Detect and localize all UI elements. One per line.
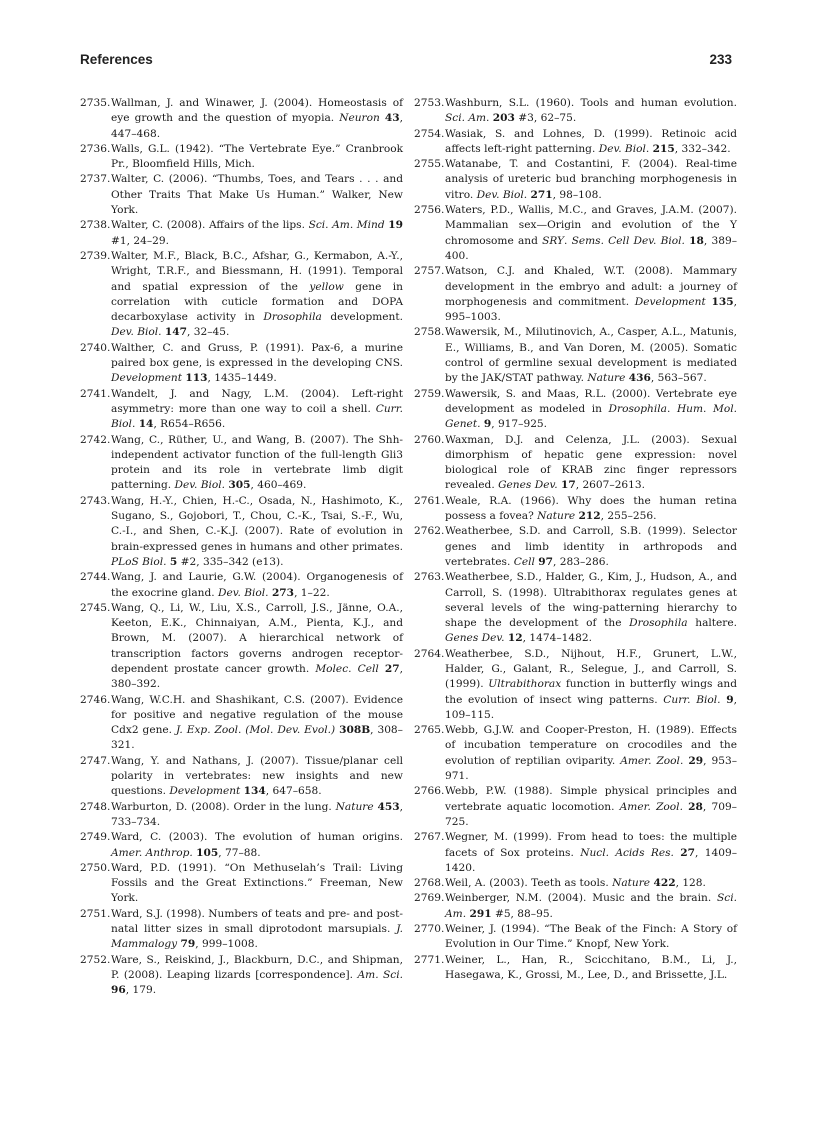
reference-entry [414,433,737,494]
reference-number: 2769. [414,892,445,905]
reference-text: Wang, J. and Laurie, G.W. (2004). Organogenesis of the exocrine gland. Dev. Biol. 273, 1–22. [111,571,403,599]
reference-number: 2759. [414,387,445,400]
reference-number: 2735. [80,97,111,109]
reference-text: Weatherbee, S.D., Nijhout, H.F., Grunert, L.W., Halder, G., Galant, R., Selegue, J., and Carroll, S. (1999). Ultrabithorax function in butterfly wings and the evolution of insect wing patterns. Curr. Biol. 9, 109–115. [445,647,737,721]
reference-text: Warburton, D. (2008). Order in the lung. Nature 453, 733–734. [111,800,403,828]
reference-entry [80,830,403,861]
reference-entry [414,494,737,525]
reference-text: Weale, R.A. (1966). Why does the human retina possess a fovea? Nature 212, 255–256. [445,494,737,523]
reference-entry [414,784,737,830]
reference-entry [80,172,403,218]
reference-number: 2745. [80,601,111,614]
reference-number: 2754. [414,127,445,140]
reference-entry [80,249,403,341]
page-number: 233 [709,52,732,67]
reference-entry [80,218,403,249]
reference-text: Washburn, S.L. (1960). Tools and human evolution. Sci. Am. 203 #3, 62–75. [445,97,737,125]
references-left-column [80,96,403,999]
reference-text: Wawersik, M., Milutinovich, A., Casper, A.L., Matunis, E., Williams, B., and Van Doren, M. (2005). Somatic control of germline sexual development is mediated by the JAK/STAT pathway. Nature 436, 563–567. [445,326,737,385]
reference-number: 2767. [414,831,445,844]
reference-number: 2739. [80,249,111,262]
references-right-column [414,96,737,983]
reference-entry [80,570,403,601]
reference-text: Weatherbee, S.D. and Carroll, S.B. (1999). Selector genes and limb identity in arthropods and vertebrates. Cell 97, 283–286. [445,525,737,568]
reference-number: 2742. [80,433,111,446]
reference-number: 2760. [414,433,445,446]
reference-text: Ware, S., Reiskind, J., Blackburn, D.C., and Shipman, P. (2008). Leaping lizards [correspondence]. Am. Sci. 96, 179. [111,953,403,997]
reference-entry [80,387,403,433]
reference-entry [414,325,737,386]
reference-number: 2736. [80,142,111,155]
reference-text: Wawersik, S. and Maas, R.L. (2000). Vertebrate eye development as modeled in Drosophila. Hum. Mol. Genet. 9, 917–925. [445,387,737,431]
reference-number: 2766. [414,785,445,798]
reference-number: 2750. [80,861,111,874]
reference-number: 2762. [414,525,445,538]
reference-text: Wasiak, S. and Lohnes, D. (1999). Retinoic acid affects left-right patterning. Dev. Biol. 215, 332–342. [445,127,737,155]
reference-entry [414,157,737,203]
reference-number: 2740. [80,341,111,354]
reference-text: Walls, G.L. (1942). “The Vertebrate Eye.” Cranbrook Pr., Bloomfield Hills, Mich. [111,142,403,171]
reference-entry [80,494,403,570]
reference-number: 2749. [80,831,111,844]
reference-number: 2771. [414,953,445,966]
reference-number: 2763. [414,571,445,584]
reference-entry [414,96,737,127]
reference-number: 2744. [80,571,111,584]
reference-number: 2748. [80,800,111,813]
reference-text: Wallman, J. and Winawer, J. (2004). Homeostasis of eye growth and the question of myopia. Neuron 43, 447–468. [111,97,403,140]
reference-number: 2746. [80,693,111,706]
reference-number: 2752. [80,953,111,966]
reference-entry [80,341,403,387]
reference-entry [80,800,403,831]
reference-number: 2753. [414,97,445,109]
reference-entry [80,953,403,999]
reference-text: Waxman, D.J. and Celenza, J.L. (2003). Sexual dimorphism of hepatic gene expression: novel biological role of KRAB zinc finger repressors revealed. Genes Dev. 17, 2607–2613. [445,433,737,492]
reference-number: 2761. [414,494,445,507]
reference-entry [414,647,737,723]
reference-text: Watson, C.J. and Khaled, W.T. (2008). Mammary development in the embryo and adult: a journey of morphogenesis and commitment. Development 135, 995–1003. [445,265,737,324]
reference-text: Walter, C. (2006). “Thumbs, Toes, and Tears . . . and Other Traits That Make Us Human.” Walker, New York. [111,173,403,217]
reference-number: 2765. [414,724,445,737]
reference-text: Wang, C., Rüther, U., and Wang, B. (2007). The Shh-independent activator function of the full-length Gli3 protein and its role in vertebrate limb digit patterning. Dev. Biol. 305, 460–469. [111,433,403,492]
reference-entry [414,387,737,433]
reference-text: Ward, P.D. (1991). “On Methuselah’s Trail: Living Fossils and the Great Extinctions.” Freeman, New York. [111,861,403,905]
reference-entry [414,953,737,984]
reference-entry [414,127,737,158]
reference-text: Walter, M.F., Black, B.C., Afshar, G., Kermabon, A.-Y., Wright, T.R.F., and Biessmann, H. (1991). Temporal and spatial expression of the yellow gene in correlation with cuticle formation and DOPA decarboxylase activity in Drosophila development. Dev. Biol. 147, 32–45. [111,249,404,339]
reference-number: 2751. [80,907,111,920]
reference-number: 2770. [414,923,445,936]
reference-entry [414,570,737,646]
reference-text: Walther, C. and Gruss, P. (1991). Pax-6, a murine paired box gene, is expressed in the developing CNS. Development 113, 1435–1449. [111,341,403,385]
reference-number: 2768. [414,877,445,890]
reference-text: Ward, C. (2003). The evolution of human origins. Amer. Anthrop. 105, 77–88. [111,831,403,859]
reference-text: Wang, Y. and Nathans, J. (2007). Tissue/planar cell polarity in vertebrates: new insights and new questions. Development 134, 647–658. [111,754,403,798]
reference-number: 2757. [414,265,445,278]
reference-entry [414,922,737,953]
reference-number: 2747. [80,754,111,767]
reference-number: 2755. [414,158,445,171]
running-header-title: References [80,52,153,67]
reference-number: 2756. [414,204,445,217]
reference-number: 2764. [414,647,445,660]
reference-text: Waters, P.D., Wallis, M.C., and Graves, J.A.M. (2007). Mammalian sex—Origin and evolution of the Y chromosome and SRY. Sems. Cell Dev. Biol. 18, 389–400. [445,204,737,262]
reference-entry [414,203,737,264]
reference-number: 2741. [80,387,111,400]
reference-text: Walter, C. (2008). Affairs of the lips. Sci. Am. Mind 19 #1, 24–29. [111,219,403,247]
reference-text: Weinberger, N.M. (2004). Music and the brain. Sci. Am. 291 #5, 88–95. [445,892,737,920]
reference-entry [414,830,737,876]
reference-text: Webb, P.W. (1988). Simple physical principles and vertebrate aquatic locomotion. Amer. Zool. 28, 709–725. [445,785,737,828]
reference-entry [414,723,737,784]
reference-text: Wang, Q., Li, W., Liu, X.S., Carroll, J.S., Jänne, O.A., Keeton, E.K., Chinnaiyan, A.M., Pienta, K.J., and Brown, M. (2007). A hierarchical network of transcription factors governs androgen receptor-dependent prostate cancer growth. Molec. Cell 27, 380–392. [111,601,403,691]
reference-entry [414,524,737,570]
reference-entry [414,891,737,922]
reference-entry [414,876,737,891]
reference-number: 2758. [414,326,445,339]
reference-entry [80,861,403,907]
reference-entry [80,693,403,754]
reference-text: Watanabe, T. and Costantini, F. (2004). Real-time analysis of ureteric bud branching morphogenesis in vitro. Dev. Biol. 271, 98–108. [445,158,737,201]
reference-text: Wegner, M. (1999). From head to toes: the multiple facets of Sox proteins. Nucl. Acids Res. 27, 1409–1420. [445,831,738,874]
reference-text: Wang, H.-Y., Chien, H.-C., Osada, N., Hashimoto, K., Sugano, S., Gojobori, T., Chou, C.-K., Tsai, S.-F., Wu, C.-I., and Shen, C.-K.J. (2007). Rate of evolution in brain-expressed genes in humans and other primates. PLoS Biol. 5 #2, 335–342 (e13). [111,494,403,568]
reference-text: Weiner, L., Han, R., Scicchitano, B.M., Li, J., Hasegawa, K., Grossi, M., Lee, D., and Brissette, J.L. [445,953,737,981]
reference-number: 2737. [80,173,111,186]
reference-entry [80,754,403,800]
reference-text: Weil, A. (2003). Teeth as tools. Nature 422, 128. [445,877,706,890]
reference-entry [80,601,403,693]
reference-entry [80,142,403,173]
reference-text: Ward, S.J. (1998). Numbers of teats and pre- and post-natal litter sizes in small diprotodont marsupials. J. Mammalogy 79, 999–1008. [111,907,403,951]
reference-text: Wandelt, J. and Nagy, L.M. (2004). Left-right asymmetry: more than one way to coil a shell. Curr. Biol. 14, R654–R656. [111,387,403,431]
reference-number: 2738. [80,219,111,232]
reference-text: Wang, W.C.H. and Shashikant, C.S. (2007). Evidence for positive and negative regulation of the mouse Cdx2 gene. J. Exp. Zool. (Mol. Dev. Evol.) 308B, 308–321. [111,693,403,752]
reference-text: Weiner, J. (1994). “The Beak of the Finch: A Story of Evolution in Our Time.” Knopf, New York. [445,923,737,951]
reference-entry [80,433,403,494]
reference-entry [414,264,737,325]
reference-entry [80,96,403,142]
reference-entry [80,907,403,953]
reference-number: 2743. [80,494,111,507]
reference-text: Weatherbee, S.D., Halder, G., Kim, J., Hudson, A., and Carroll, S. (1998). Ultrabithorax regulates genes at several levels of the wing-patterning hierarchy to shape the development of the Drosophila haltere. Genes Dev. 12, 1474–1482. [445,571,737,645]
reference-text: Webb, G.J.W. and Cooper-Preston, H. (1989). Effects of incubation temperature on crocodiles and the evolution of reptilian oviparity. Amer. Zool. 29, 953–971. [445,724,737,783]
